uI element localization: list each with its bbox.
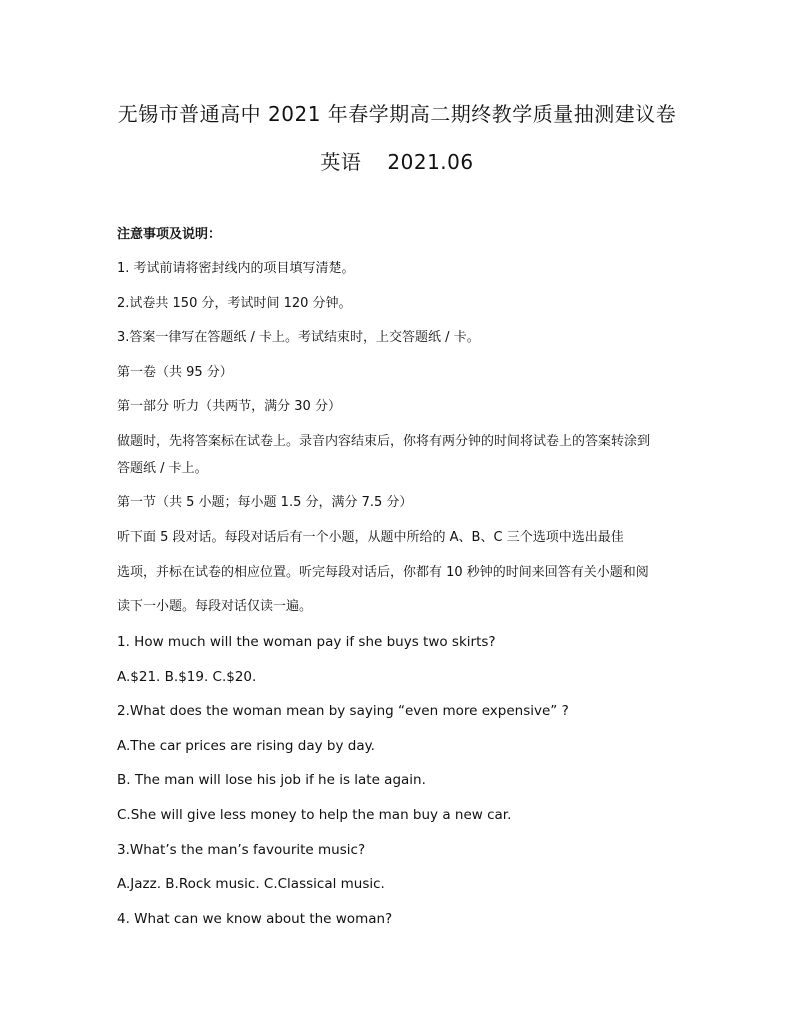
subject-line	[0, 146, 794, 175]
part-heading: 第一部分 听力（共两节，满分 30 分）	[117, 399, 341, 414]
instruction-line: 答题纸 / 卡上。	[117, 461, 208, 476]
notice-item: 3.答案一律写在答题纸 / 卡上。考试结束时，上交答题纸 / 卡。	[117, 330, 480, 345]
subject-label: 英语	[320, 150, 362, 174]
notice-item: 2.试卷共 150 分，考试时间 120 分钟。	[117, 296, 352, 311]
section-instruction-line: 读下一小题。每段对话仅读一遍。	[117, 599, 313, 614]
notice-item: 1. 考试前请将密封线内的项目填写清楚。	[117, 261, 355, 276]
section-instruction-line: 选项，并标在试卷的相应位置。听完每段对话后，你都有 10 秒钟的时间来回答有关小题和阅	[117, 565, 649, 580]
section-instruction-line: 听下面 5 段对话。每段对话后有一个小题，从题中所给的 A、B、C 三个选项中选出最佳	[117, 530, 624, 545]
question-1: 1. How much will the woman pay if she buys two skirts?	[117, 634, 496, 650]
instruction-line: 做题时，先将答案标在试卷上。录音内容结束后，你将有两分钟的时间将试卷上的答案转涂到	[117, 434, 651, 449]
question-2: 2.What does the woman mean by saying “even more expensive” ?	[117, 703, 569, 719]
question-2-option-c: C.She will give less money to help the man buy a new car.	[117, 807, 512, 823]
exam-date: 2021.06	[387, 150, 474, 174]
question-4: 4. What can we know about the woman?	[117, 911, 393, 927]
section-heading: 第一节（共 5 小题；每小题 1.5 分，满分 7.5 分）	[117, 495, 413, 510]
exam-title: 无锡市普通高中 2021 年春学期高二期终教学质量抽测建议卷	[117, 102, 677, 126]
notice-heading: 注意事项及说明：	[117, 227, 222, 242]
question-3: 3.What’s the man’s favourite music?	[117, 842, 366, 858]
question-2-option-b: B. The man will lose his job if he is late again.	[117, 772, 426, 788]
question-2-option-a: A.The car prices are rising day by day.	[117, 738, 375, 754]
question-1-options: A.$21. B.$19. C.$20.	[117, 669, 257, 685]
question-3-options: A.Jazz. B.Rock music. C.Classical music.	[117, 876, 385, 892]
volume-heading: 第一卷（共 95 分）	[117, 365, 233, 380]
